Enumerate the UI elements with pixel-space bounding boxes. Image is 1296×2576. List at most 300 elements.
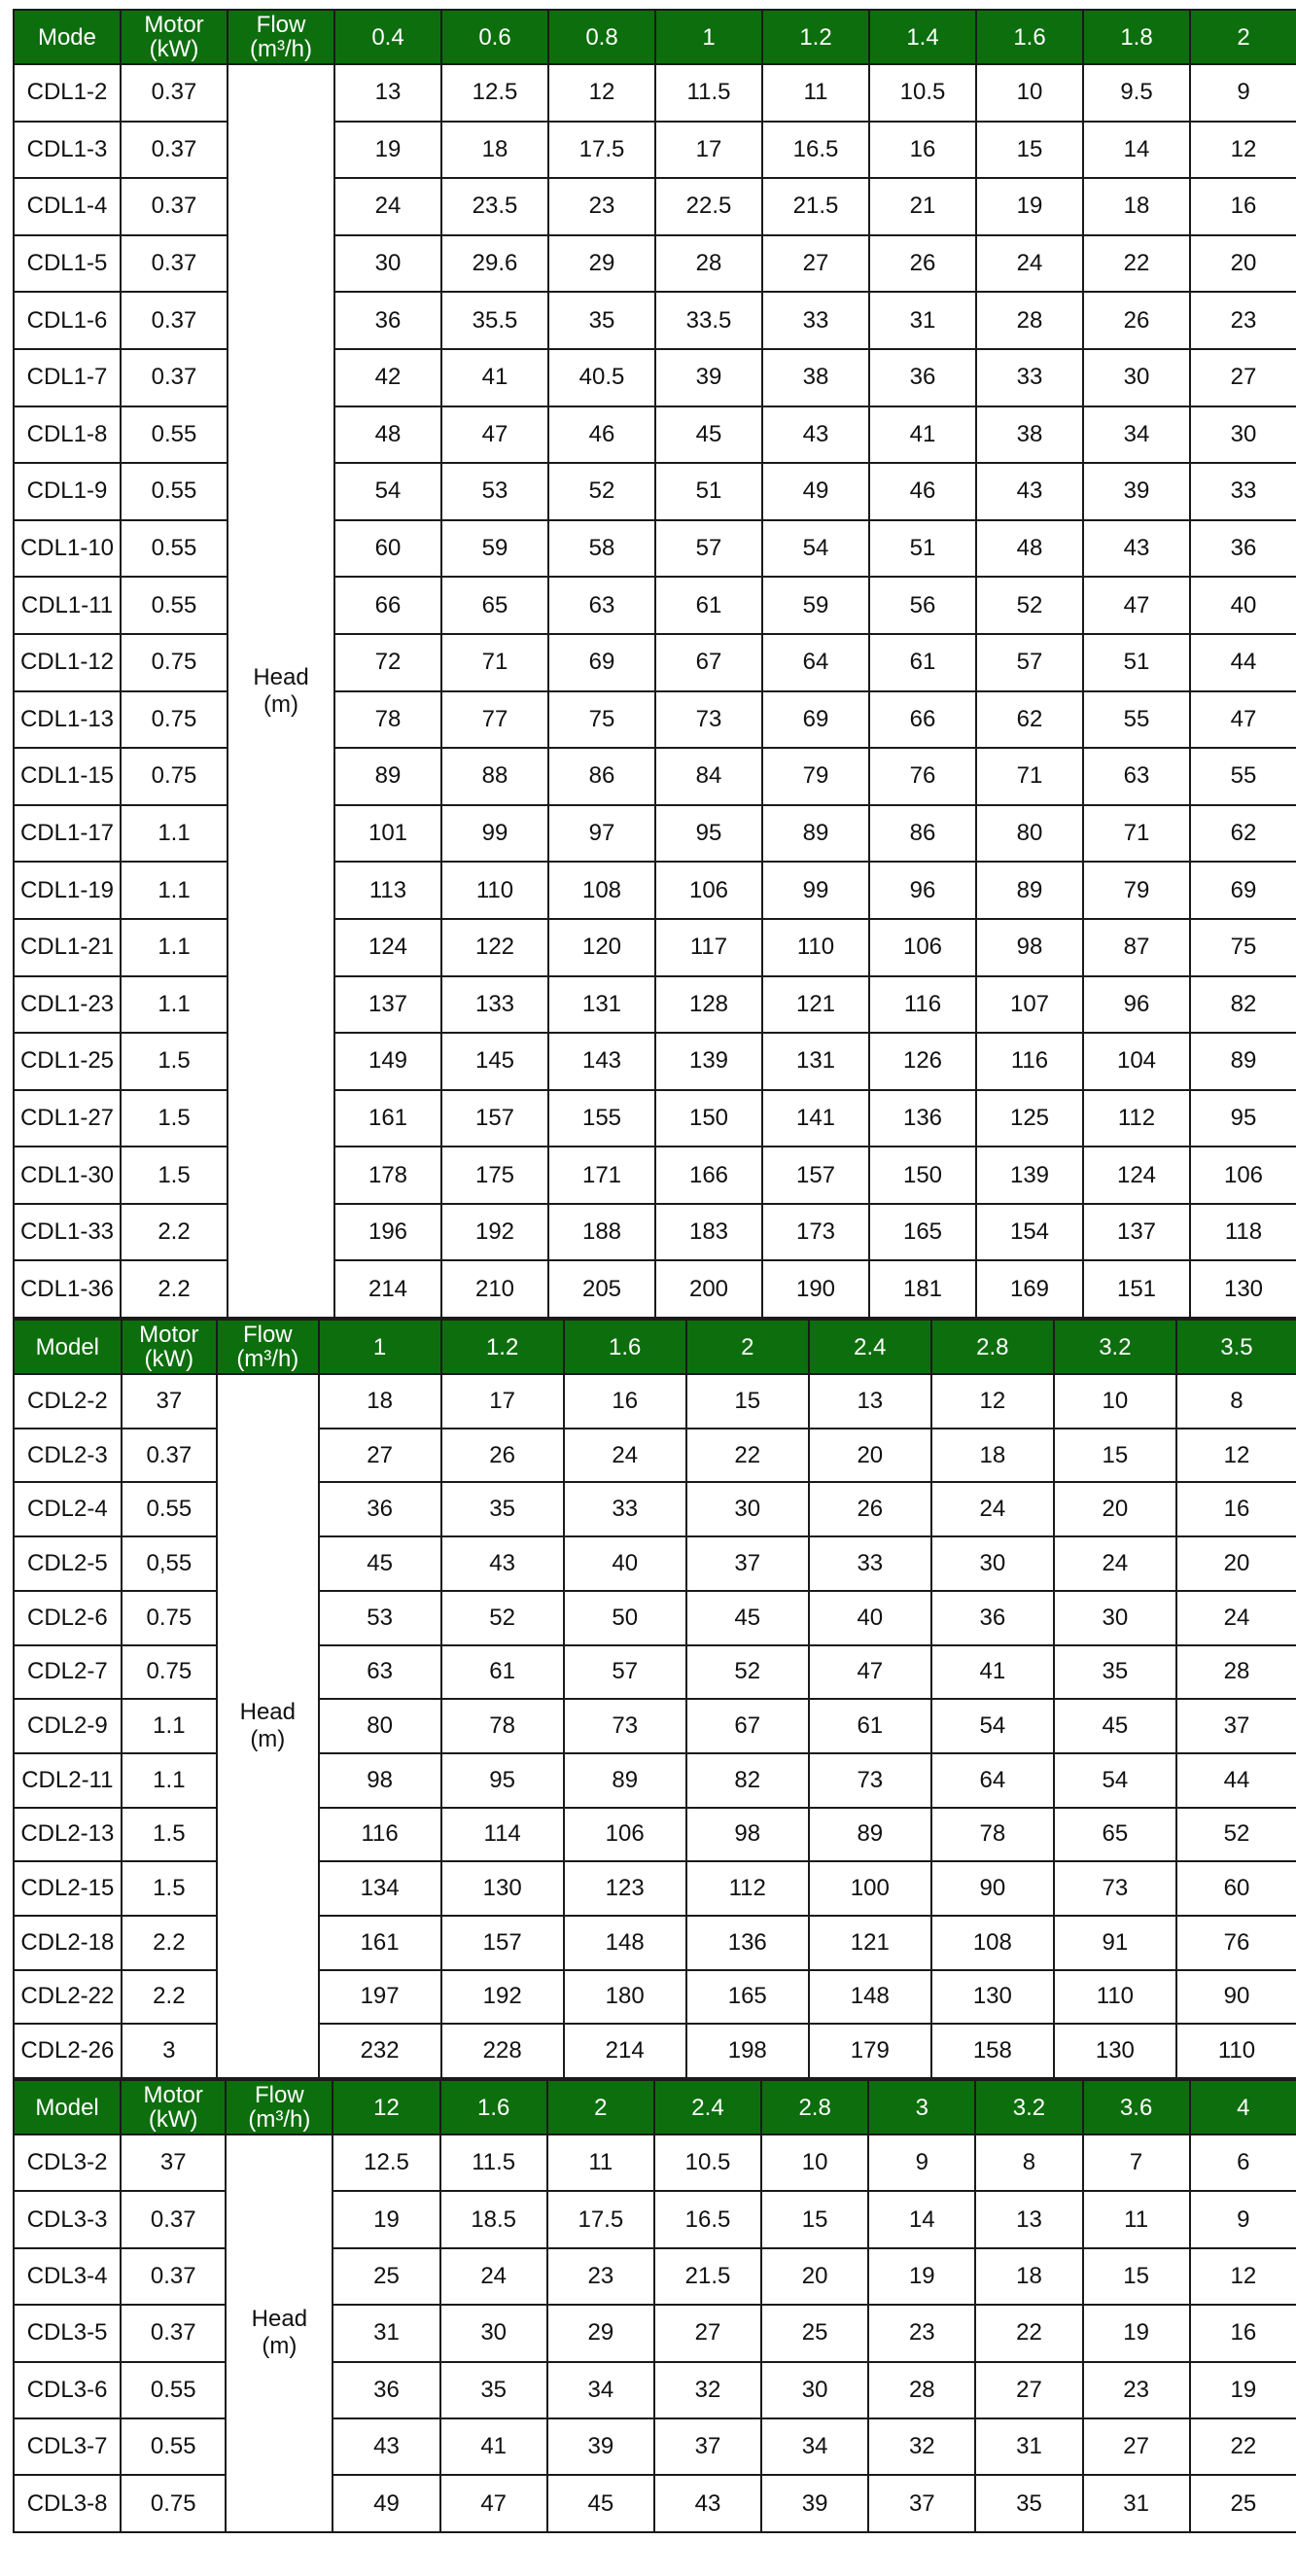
head-value-cell: 35	[975, 2475, 1082, 2531]
flow-header	[226, 2080, 333, 2135]
head-value-cell: 87	[1083, 919, 1190, 976]
head-value-cell: 141	[762, 1090, 869, 1147]
motor-cell: 0.55	[121, 2362, 226, 2418]
flow-value-header: 2.8	[761, 2080, 868, 2135]
flow-value-header: 1.2	[762, 10, 869, 64]
table-row	[14, 2305, 1296, 2361]
head-value-cell: 53	[441, 463, 548, 520]
head-value-cell: 151	[1083, 1260, 1190, 1318]
head-value-cell: 51	[655, 463, 762, 520]
head-value-cell: 22	[975, 2305, 1082, 2361]
head-value-cell: 197	[319, 1970, 441, 2025]
motor-cell: 37	[122, 1374, 217, 1429]
head-value-cell: 40	[809, 1591, 931, 1645]
motor-cell: 1.1	[122, 1699, 217, 1753]
motor-cell: 0.55	[121, 520, 228, 578]
head-value-cell: 16	[1176, 1482, 1296, 1536]
model-cell: CDL2-26	[14, 2024, 122, 2078]
head-value-cell: 66	[869, 691, 976, 749]
head-value-cell: 106	[869, 919, 976, 976]
head-value-cell: 112	[686, 1861, 809, 1916]
head-value-cell: 36	[1190, 520, 1296, 578]
motor-cell: 0.37	[121, 2248, 226, 2305]
flow-value-header: 3.2	[975, 2080, 1082, 2135]
head-label-cell	[217, 1374, 319, 2078]
flow-value-header: 1	[319, 1320, 441, 1374]
head-value-cell: 108	[548, 862, 655, 919]
head-unit: (m)	[263, 690, 298, 718]
head-value-cell: 86	[548, 748, 655, 805]
motor-cell: 2.2	[122, 1916, 217, 1970]
head-value-cell: 18	[319, 1374, 441, 1429]
table-row	[14, 463, 1296, 520]
head-value-cell: 50	[564, 1591, 686, 1645]
flow-value-header: 2.8	[931, 1320, 1054, 1374]
model-cell: CDL3-5	[14, 2305, 121, 2361]
head-value-cell: 90	[931, 1861, 1054, 1916]
head-value-cell: 72	[334, 634, 441, 691]
head-value-cell: 80	[976, 805, 1083, 863]
flow-value-header: 3.6	[1083, 2080, 1190, 2135]
head-value-cell: 106	[564, 1808, 686, 1862]
motor-header	[121, 10, 228, 64]
head-value-cell: 30	[931, 1536, 1054, 1591]
model-cell: CDL1-25	[14, 1033, 121, 1090]
table-row	[14, 178, 1296, 235]
head-value-cell: 99	[441, 805, 548, 863]
head-value-cell: 149	[334, 1033, 441, 1090]
head-value-cell: 54	[1054, 1753, 1176, 1808]
head-value-cell: 14	[1083, 122, 1190, 179]
motor-cell: 0.75	[122, 1591, 217, 1645]
head-value-cell: 36	[334, 292, 441, 349]
head-value-cell: 41	[440, 2418, 547, 2475]
head-value-cell: 52	[686, 1645, 809, 1700]
flow-value-header: 2.4	[809, 1320, 931, 1374]
head-value-cell: 228	[441, 2024, 564, 2078]
head-value-cell: 33	[1190, 463, 1296, 520]
head-value-cell: 53	[319, 1591, 441, 1645]
head-value-cell: 25	[761, 2305, 868, 2361]
head-value-cell: 36	[333, 2362, 439, 2418]
head-value-cell: 26	[809, 1482, 931, 1536]
head-value-cell: 11.5	[440, 2135, 547, 2191]
head-value-cell: 25	[1190, 2475, 1296, 2531]
head-value-cell: 23	[868, 2305, 975, 2361]
head-value-cell: 16	[1190, 2305, 1296, 2361]
head-value-cell: 76	[869, 748, 976, 805]
head-value-cell: 61	[441, 1645, 564, 1700]
head-value-cell: 27	[762, 235, 869, 293]
head-value-cell: 18	[975, 2248, 1082, 2305]
head-value-cell: 62	[1190, 805, 1296, 863]
head-value-cell: 29.6	[441, 235, 548, 293]
table-row	[14, 1861, 1296, 1916]
head-value-cell: 45	[319, 1536, 441, 1591]
head-value-cell: 31	[333, 2305, 439, 2361]
table-row	[14, 1260, 1296, 1318]
head-value-cell: 43	[976, 463, 1083, 520]
head-value-cell: 125	[976, 1090, 1083, 1147]
head-value-cell: 6	[1190, 2135, 1296, 2191]
head-value-cell: 18	[1083, 178, 1190, 235]
head-value-cell: 77	[441, 691, 548, 749]
model-cell: CDL2-7	[14, 1645, 122, 1700]
head-value-cell: 35	[548, 292, 655, 349]
head-value-cell: 56	[869, 577, 976, 634]
model-cell: CDL2-11	[14, 1753, 122, 1808]
flow-value-header: 1.2	[441, 1320, 564, 1374]
head-value-cell: 130	[931, 1970, 1054, 2025]
head-value-cell: 161	[334, 1090, 441, 1147]
table-row	[14, 2362, 1296, 2418]
flow-header	[217, 1320, 319, 1374]
model-cell: CDL2-6	[14, 1591, 122, 1645]
head-value-cell: 106	[1190, 1147, 1296, 1204]
head-value-cell: 148	[564, 1916, 686, 1970]
head-value-cell: 96	[1083, 976, 1190, 1034]
model-cell: CDL1-6	[14, 292, 121, 349]
head-value-cell: 165	[686, 1970, 809, 2025]
head-value-cell: 12	[1190, 122, 1296, 179]
head-value-cell: 150	[869, 1147, 976, 1204]
motor-cell: 0.55	[122, 1482, 217, 1536]
table-row	[14, 292, 1296, 349]
head-value-cell: 120	[548, 919, 655, 976]
head-value-cell: 19	[334, 122, 441, 179]
head-value-cell: 137	[334, 976, 441, 1034]
head-value-cell: 47	[1083, 577, 1190, 634]
motor-cell: 0.55	[121, 577, 228, 634]
head-value-cell: 96	[869, 862, 976, 919]
model-cell: CDL2-4	[14, 1482, 122, 1536]
table-row	[14, 520, 1296, 578]
head-value-cell: 16.5	[654, 2191, 761, 2247]
head-value-cell: 35	[1054, 1645, 1176, 1700]
head-value-cell: 155	[548, 1090, 655, 1147]
head-value-cell: 12	[931, 1374, 1054, 1429]
performance-tables	[13, 0, 1296, 2533]
head-value-cell: 24	[931, 1482, 1054, 1536]
head-value-cell: 89	[334, 748, 441, 805]
head-value-cell: 39	[761, 2475, 868, 2531]
head-value-cell: 19	[868, 2248, 975, 2305]
table-row	[14, 2135, 1296, 2191]
performance-table-cdl3	[13, 2079, 1296, 2533]
flow-value-header: 1.6	[440, 2080, 547, 2135]
head-value-cell: 136	[869, 1090, 976, 1147]
head-unit: (m)	[250, 1726, 286, 1753]
head-value-cell: 57	[655, 520, 762, 578]
head-value-cell: 40	[564, 1536, 686, 1591]
head-value-cell: 41	[441, 349, 548, 406]
head-value-cell: 38	[762, 349, 869, 406]
head-value-cell: 9	[1190, 2191, 1296, 2247]
head-value-cell: 19	[1190, 2362, 1296, 2418]
head-value-cell: 180	[564, 1970, 686, 2025]
head-value-cell: 179	[809, 2024, 931, 2078]
head-value-cell: 173	[762, 1204, 869, 1261]
motor-cell: 3	[122, 2024, 217, 2078]
head-value-cell: 60	[1176, 1861, 1296, 1916]
model-cell: CDL3-8	[14, 2475, 121, 2531]
head-value-cell: 161	[319, 1916, 441, 1970]
model-cell: CDL1-8	[14, 406, 121, 464]
head-value-cell: 24	[440, 2248, 547, 2305]
head-value-cell: 166	[655, 1147, 762, 1204]
model-cell: CDL1-27	[14, 1090, 121, 1147]
head-value-cell: 19	[333, 2191, 439, 2247]
motor-header-unit: (kW)	[144, 1346, 194, 1373]
model-cell: CDL1-11	[14, 577, 121, 634]
head-value-cell: 19	[1083, 2305, 1190, 2361]
motor-cell: 1.1	[121, 919, 228, 976]
head-value-cell: 113	[334, 862, 441, 919]
head-value-cell: 34	[547, 2362, 654, 2418]
head-value-cell: 46	[548, 406, 655, 464]
model-cell: CDL1-7	[14, 349, 121, 406]
head-value-cell: 73	[564, 1699, 686, 1753]
head-value-cell: 18	[441, 122, 548, 179]
head-value-cell: 128	[655, 976, 762, 1034]
motor-cell: 1.5	[122, 1808, 217, 1862]
head-value-cell: 17.5	[548, 122, 655, 179]
head-value-cell: 23	[1083, 2362, 1190, 2418]
head-value-cell: 126	[869, 1033, 976, 1090]
head-value-cell: 16	[869, 122, 976, 179]
head-value-cell: 51	[1083, 634, 1190, 691]
model-cell: CDL1-9	[14, 463, 121, 520]
motor-cell: 1.5	[121, 1090, 228, 1147]
head-value-cell: 30	[1190, 406, 1296, 464]
header-row	[14, 2080, 1296, 2135]
model-cell: CDL2-18	[14, 1916, 122, 1970]
head-value-cell: 75	[1190, 919, 1296, 976]
motor-cell: 2.2	[121, 1204, 228, 1261]
head-value-cell: 110	[1054, 1970, 1176, 2025]
head-value-cell: 90	[1176, 1970, 1296, 2025]
head-value-cell: 78	[334, 691, 441, 749]
motor-cell: 1.1	[121, 862, 228, 919]
head-value-cell: 110	[1176, 2024, 1296, 2078]
head-label-cell	[226, 2135, 333, 2532]
head-value-cell: 35	[441, 1482, 564, 1536]
model-cell: CDL2-2	[14, 1374, 122, 1429]
head-value-cell: 150	[655, 1090, 762, 1147]
head-value-cell: 15	[1054, 1429, 1176, 1483]
head-value-cell: 11	[762, 64, 869, 122]
head-value-cell: 22	[686, 1429, 809, 1483]
head-value-cell: 47	[441, 406, 548, 464]
head-value-cell: 123	[564, 1861, 686, 1916]
table-row	[14, 1916, 1296, 1970]
head-value-cell: 28	[868, 2362, 975, 2418]
head-value-cell: 145	[441, 1033, 548, 1090]
head-value-cell: 28	[1176, 1645, 1296, 1700]
table-row	[14, 64, 1296, 122]
head-value-cell: 181	[869, 1260, 976, 1318]
head-value-cell: 133	[441, 976, 548, 1034]
table-row	[14, 2024, 1296, 2078]
head-value-cell: 15	[686, 1374, 809, 1429]
head-value-cell: 43	[762, 406, 869, 464]
head-value-cell: 27	[319, 1429, 441, 1483]
motor-cell: 1.5	[121, 1033, 228, 1090]
head-value-cell: 110	[762, 919, 869, 976]
head-label-cell	[228, 64, 334, 1318]
head-value-cell: 10.5	[654, 2135, 761, 2191]
flow-value-header: 1.6	[976, 10, 1083, 64]
head-value-cell: 154	[976, 1204, 1083, 1261]
model-cell: CDL1-15	[14, 748, 121, 805]
head-value-cell: 196	[334, 1204, 441, 1261]
table-row	[14, 1753, 1296, 1808]
flow-value-header: 4	[1190, 2080, 1296, 2135]
head-value-cell: 29	[547, 2305, 654, 2361]
motor-cell: 2.2	[122, 1970, 217, 2025]
motor-cell: 1.1	[122, 1753, 217, 1808]
head-value-cell: 13	[975, 2191, 1082, 2247]
head-value-cell: 41	[931, 1645, 1054, 1700]
head-value-cell: 48	[976, 520, 1083, 578]
head-value-cell: 192	[441, 1204, 548, 1261]
head-value-cell: 71	[441, 634, 548, 691]
head-value-cell: 30	[1083, 349, 1190, 406]
model-cell: CDL3-3	[14, 2191, 121, 2247]
head-value-cell: 39	[1083, 463, 1190, 520]
motor-cell: 0.75	[121, 691, 228, 749]
head-value-cell: 124	[1083, 1147, 1190, 1204]
table-row	[14, 691, 1296, 749]
head-value-cell: 16	[564, 1374, 686, 1429]
head-value-cell: 64	[762, 634, 869, 691]
table-row	[14, 235, 1296, 293]
head-value-cell: 28	[976, 292, 1083, 349]
head-value-cell: 65	[441, 577, 548, 634]
head-value-cell: 59	[441, 520, 548, 578]
table-row	[14, 1429, 1296, 1483]
table-row	[14, 2475, 1296, 2531]
head-value-cell: 24	[1176, 1591, 1296, 1645]
head-value-cell: 24	[976, 235, 1083, 293]
head-value-cell: 34	[1083, 406, 1190, 464]
performance-table-cdl1	[13, 9, 1296, 1319]
head-value-cell: 27	[975, 2362, 1082, 2418]
head-value-cell: 10.5	[869, 64, 976, 122]
head-value-cell: 73	[1054, 1861, 1176, 1916]
flow-value-header: 12	[333, 2080, 439, 2135]
flow-value-header: 1.8	[1083, 10, 1190, 64]
head-value-cell: 139	[655, 1033, 762, 1090]
flow-header	[228, 10, 334, 64]
head-value-cell: 31	[1083, 2475, 1190, 2531]
head-value-cell: 55	[1190, 748, 1296, 805]
head-value-cell: 61	[869, 634, 976, 691]
head-value-cell: 20	[761, 2248, 868, 2305]
head-value-cell: 214	[334, 1260, 441, 1318]
head-value-cell: 47	[809, 1645, 931, 1700]
head-value-cell: 26	[441, 1429, 564, 1483]
head-value-cell: 106	[655, 862, 762, 919]
model-header: Model	[14, 2080, 121, 2135]
head-value-cell: 11	[1083, 2191, 1190, 2247]
model-cell: CDL3-4	[14, 2248, 121, 2305]
head-value-cell: 43	[441, 1536, 564, 1591]
model-cell: CDL1-5	[14, 235, 121, 293]
head-value-cell: 19	[976, 178, 1083, 235]
model-cell: CDL1-2	[14, 64, 121, 122]
head-value-cell: 99	[762, 862, 869, 919]
motor-header-label: Motor	[139, 1322, 199, 1349]
head-value-cell: 136	[686, 1916, 809, 1970]
head-value-cell: 20	[809, 1429, 931, 1483]
head-value-cell: 16.5	[762, 122, 869, 179]
motor-header	[122, 1320, 217, 1374]
motor-header-label: Motor	[144, 12, 204, 38]
head-value-cell: 11	[547, 2135, 654, 2191]
motor-cell: 0.55	[121, 406, 228, 464]
flow-value-header: 3.5	[1176, 1320, 1296, 1374]
head-value-cell: 121	[762, 976, 869, 1034]
head-value-cell: 157	[762, 1147, 869, 1204]
head-value-cell: 37	[868, 2475, 975, 2531]
flow-header-unit: (m³/h)	[236, 1346, 299, 1373]
table-row	[14, 862, 1296, 919]
head-value-cell: 22.5	[655, 178, 762, 235]
head-value-cell: 40.5	[548, 349, 655, 406]
head-value-cell: 8	[975, 2135, 1082, 2191]
head-value-cell: 24	[564, 1429, 686, 1483]
model-cell: CDL1-3	[14, 122, 121, 179]
head-value-cell: 20	[1176, 1536, 1296, 1591]
head-value-cell: 148	[809, 1970, 931, 2025]
head-value-cell: 22	[1083, 235, 1190, 293]
head-value-cell: 28	[655, 235, 762, 293]
head-value-cell: 98	[319, 1753, 441, 1808]
head-value-cell: 23	[1190, 292, 1296, 349]
head-value-cell: 143	[548, 1033, 655, 1090]
table-row	[14, 1482, 1296, 1536]
head-value-cell: 139	[976, 1147, 1083, 1204]
flow-header-label: Flow	[256, 12, 306, 38]
table-row	[14, 1374, 1296, 1429]
head-value-cell: 157	[441, 1090, 548, 1147]
motor-cell: 0,55	[122, 1536, 217, 1591]
head-value-cell: 32	[654, 2362, 761, 2418]
head-value-cell: 15	[976, 122, 1083, 179]
model-cell: CDL2-13	[14, 1808, 122, 1862]
head-value-cell: 23	[548, 178, 655, 235]
head-value-cell: 78	[931, 1808, 1054, 1862]
head-value-cell: 49	[333, 2475, 439, 2531]
head-value-cell: 110	[441, 862, 548, 919]
head-value-cell: 116	[976, 1033, 1083, 1090]
model-cell: CDL1-33	[14, 1204, 121, 1261]
head-value-cell: 63	[1083, 748, 1190, 805]
motor-cell: 2.2	[121, 1260, 228, 1318]
head-value-cell: 89	[809, 1808, 931, 1862]
table-row	[14, 577, 1296, 634]
head-value-cell: 131	[548, 976, 655, 1034]
header-row	[14, 10, 1296, 64]
head-value-cell: 62	[976, 691, 1083, 749]
flow-value-header: 2.4	[654, 2080, 761, 2135]
table-row	[14, 1970, 1296, 2025]
motor-cell: 0.37	[121, 178, 228, 235]
table-row	[14, 349, 1296, 406]
head-value-cell: 86	[869, 805, 976, 863]
head-value-cell: 63	[319, 1645, 441, 1700]
